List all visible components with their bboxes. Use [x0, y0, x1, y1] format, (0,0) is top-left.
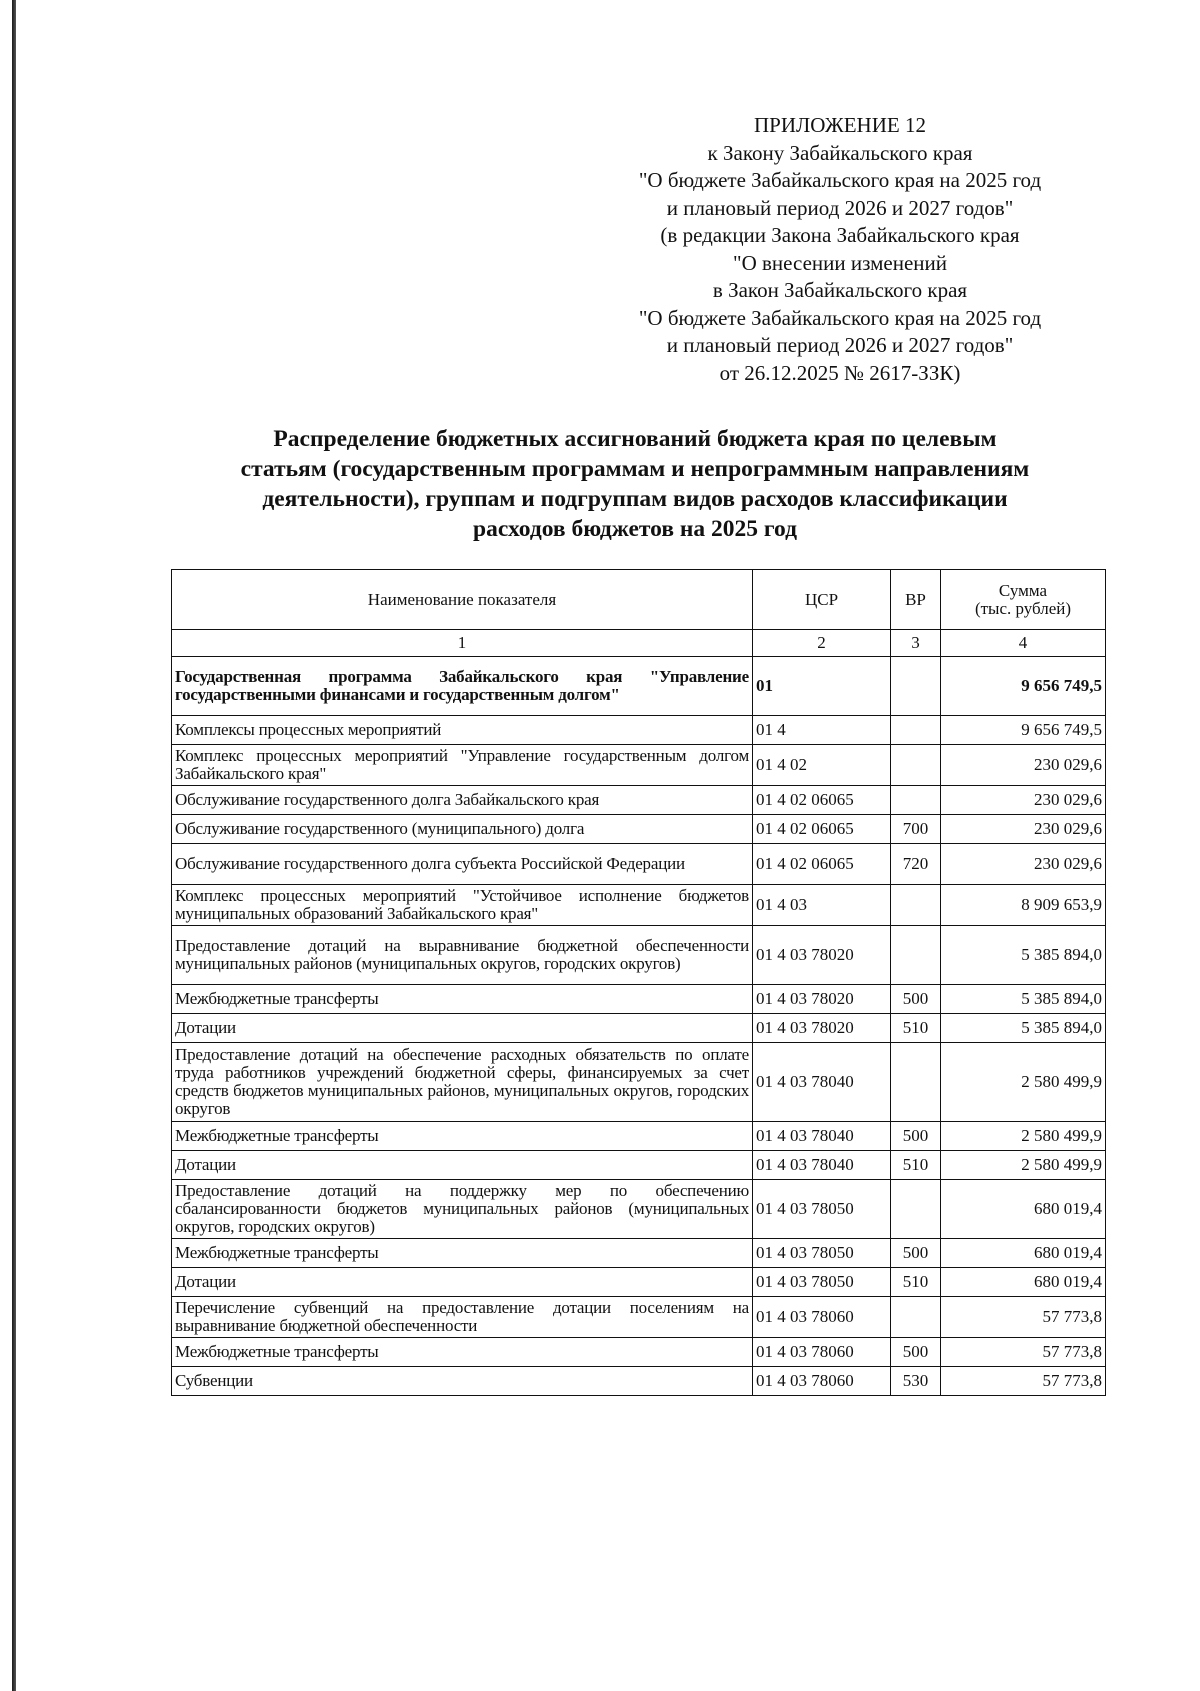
row-name: Межбюджетные трансферты — [172, 1338, 753, 1367]
row-sum: 57 773,8 — [941, 1338, 1106, 1367]
row-csr: 01 4 03 78040 — [753, 1122, 891, 1151]
row-name: Обслуживание государственного (муниципального) долга — [172, 815, 753, 844]
table-row — [172, 657, 1106, 716]
appendix-line: от 26.12.2025 № 2617-ЗЗК) — [719, 360, 961, 385]
row-name: Межбюджетные трансферты — [172, 985, 753, 1014]
row-vr: 720 — [891, 844, 941, 885]
row-csr: 01 4 02 06065 — [753, 844, 891, 885]
appendix-line: к Закону Забайкальского края — [707, 140, 973, 165]
row-sum: 8 909 653,9 — [941, 885, 1106, 926]
row-csr: 01 4 03 78060 — [753, 1297, 891, 1338]
appendix-line: "О бюджете Забайкальского края на 2025 год — [638, 168, 1042, 192]
row-name: Межбюджетные трансферты — [172, 1122, 753, 1151]
column-number-row — [172, 630, 1106, 657]
row-name: Межбюджетные трансферты — [172, 1239, 753, 1268]
row-sum: 2 580 499,9 — [941, 1122, 1106, 1151]
row-name: Государственная программа Забайкальского края "Управление государственными финансами и государственным долгом" — [172, 657, 753, 716]
row-vr — [891, 1297, 941, 1338]
appendix-line: в Закон Забайкальского края — [712, 278, 968, 302]
table-row — [172, 885, 1106, 926]
row-name: Предоставление дотаций на выравнивание бюджетной обеспеченности муниципальных районов (муниципальных округов, городских округов) — [172, 926, 753, 985]
row-vr: 510 — [891, 1151, 941, 1180]
row-csr: 01 4 03 78040 — [753, 1151, 891, 1180]
row-sum: 680 019,4 — [941, 1180, 1106, 1239]
row-csr: 01 4 03 78020 — [753, 985, 891, 1014]
row-csr: 01 4 03 78040 — [753, 1043, 891, 1122]
row-sum: 5 385 894,0 — [941, 1014, 1106, 1043]
table-row — [172, 926, 1106, 985]
title-line: расходов бюджетов на 2025 год — [473, 516, 797, 542]
header-sum — [941, 570, 1106, 630]
row-name: Субвенции — [172, 1367, 753, 1396]
row-sum: 230 029,6 — [941, 815, 1106, 844]
row-csr: 01 4 03 78050 — [753, 1268, 891, 1297]
row-sum: 9 656 749,5 — [941, 657, 1106, 716]
row-vr — [891, 1043, 941, 1122]
column-number: 2 — [753, 630, 891, 657]
row-sum: 230 029,6 — [941, 844, 1106, 885]
appendix-line: "О бюджете Забайкальского края на 2025 год — [638, 305, 1042, 330]
row-sum: 57 773,8 — [941, 1297, 1106, 1338]
header-sum-line1: Сумма — [998, 580, 1048, 600]
row-vr: 500 — [891, 1239, 941, 1268]
table-row — [172, 1122, 1106, 1151]
row-sum: 5 385 894,0 — [941, 985, 1106, 1014]
table-row — [172, 786, 1106, 815]
table-row — [172, 716, 1106, 745]
row-sum: 680 019,4 — [941, 1268, 1106, 1297]
row-csr: 01 4 03 78020 — [753, 1014, 891, 1043]
row-name: Комплекс процессных мероприятий "Управление государственным долгом Забайкальского края" — [172, 745, 753, 786]
appendix-line: (в редакции Закона Забайкальского края — [660, 223, 1020, 247]
row-vr: 500 — [891, 985, 941, 1014]
row-name: Перечисление субвенций на предоставление дотации поселениям на выравнивание бюджетной обеспеченности — [172, 1297, 753, 1338]
table-row — [172, 1180, 1106, 1239]
title-line: Распределение бюджетных ассигнований бюджета края по целевым — [273, 426, 997, 452]
row-sum: 680 019,4 — [941, 1239, 1106, 1268]
row-vr: 500 — [891, 1338, 941, 1367]
row-sum: 2 580 499,9 — [941, 1151, 1106, 1180]
table-row — [172, 1043, 1106, 1122]
row-vr — [891, 786, 941, 815]
row-vr: 700 — [891, 815, 941, 844]
row-vr: 510 — [891, 1268, 941, 1297]
row-csr: 01 — [753, 657, 891, 716]
row-vr: 530 — [891, 1367, 941, 1396]
table-row — [172, 844, 1106, 885]
table-row — [172, 815, 1106, 844]
row-vr — [891, 885, 941, 926]
row-sum: 230 029,6 — [941, 786, 1106, 815]
row-name: Предоставление дотаций на обеспечение расходных обязательств по оплате труда работников учреждений бюджетной сферы, финансируемых за счет средств бюджетов муниципальных районов, муниципальных округов, городских округов — [172, 1043, 753, 1122]
row-sum: 5 385 894,0 — [941, 926, 1106, 985]
row-vr — [891, 745, 941, 786]
row-csr: 01 4 03 78050 — [753, 1239, 891, 1268]
row-vr — [891, 657, 941, 716]
row-csr: 01 4 — [753, 716, 891, 745]
table-row — [172, 1151, 1106, 1180]
row-csr: 01 4 03 78020 — [753, 926, 891, 985]
row-vr: 510 — [891, 1014, 941, 1043]
row-vr — [891, 716, 941, 745]
row-csr: 01 4 03 — [753, 885, 891, 926]
row-name: Дотации — [172, 1151, 753, 1180]
table-row — [172, 1014, 1106, 1043]
table-row — [172, 1268, 1106, 1297]
table-row — [172, 1239, 1106, 1268]
table-row — [172, 1338, 1106, 1367]
row-sum: 57 773,8 — [941, 1367, 1106, 1396]
table-row — [172, 1297, 1106, 1338]
row-vr — [891, 1180, 941, 1239]
row-name: Комплексы процессных мероприятий — [172, 716, 753, 745]
table-row — [172, 745, 1106, 786]
row-csr: 01 4 02 06065 — [753, 815, 891, 844]
row-name: Дотации — [172, 1014, 753, 1043]
appendix-line: ПРИЛОЖЕНИЕ 12 — [754, 113, 926, 137]
row-vr — [891, 926, 941, 985]
row-vr: 500 — [891, 1122, 941, 1151]
row-name: Обслуживание государственного долга Забайкальского края — [172, 786, 753, 815]
column-number: 1 — [172, 630, 753, 657]
title-line: статьям (государственным программам и непрограммным направлениям — [240, 456, 1030, 482]
row-csr: 01 4 03 78050 — [753, 1180, 891, 1239]
row-name: Комплекс процессных мероприятий "Устойчивое исполнение бюджетов муниципальных образований Забайкальского края" — [172, 885, 753, 926]
scan-page-edge — [12, 0, 16, 1691]
appendix-line: и плановый период 2026 и 2027 годов" — [666, 195, 1014, 220]
table-row — [172, 985, 1106, 1014]
appendix-line: "О внесении изменений — [733, 250, 947, 275]
appendix-line: и плановый период 2026 и 2027 годов" — [666, 333, 1014, 357]
budget-table — [171, 569, 1106, 1396]
column-number: 4 — [941, 630, 1106, 657]
header-name: Наименование показателя — [172, 570, 753, 630]
row-csr: 01 4 02 — [753, 745, 891, 786]
row-sum: 2 580 499,9 — [941, 1043, 1106, 1122]
row-name: Дотации — [172, 1268, 753, 1297]
row-name: Обслуживание государственного долга субъекта Российской Федерации — [172, 844, 753, 885]
table-header-row — [172, 570, 1106, 630]
header-vr: ВР — [891, 570, 941, 630]
row-name: Предоставление дотаций на поддержку мер по обеспечению сбалансированности бюджетов муниципальных районов (муниципальных округов, городских округов) — [172, 1180, 753, 1239]
header-sum-line2: (тыс. рублей) — [974, 598, 1072, 618]
appendix-header — [560, 112, 1120, 387]
row-csr: 01 4 02 06065 — [753, 786, 891, 815]
header-csr: ЦСР — [753, 570, 891, 630]
row-csr: 01 4 03 78060 — [753, 1338, 891, 1367]
row-sum: 9 656 749,5 — [941, 716, 1106, 745]
title-line: деятельности), группам и подгруппам видов расходов классификации — [262, 486, 1008, 512]
row-csr: 01 4 03 78060 — [753, 1367, 891, 1396]
row-sum: 230 029,6 — [941, 745, 1106, 786]
table-row — [172, 1367, 1106, 1396]
column-number: 3 — [891, 630, 941, 657]
document-title — [180, 424, 1090, 544]
